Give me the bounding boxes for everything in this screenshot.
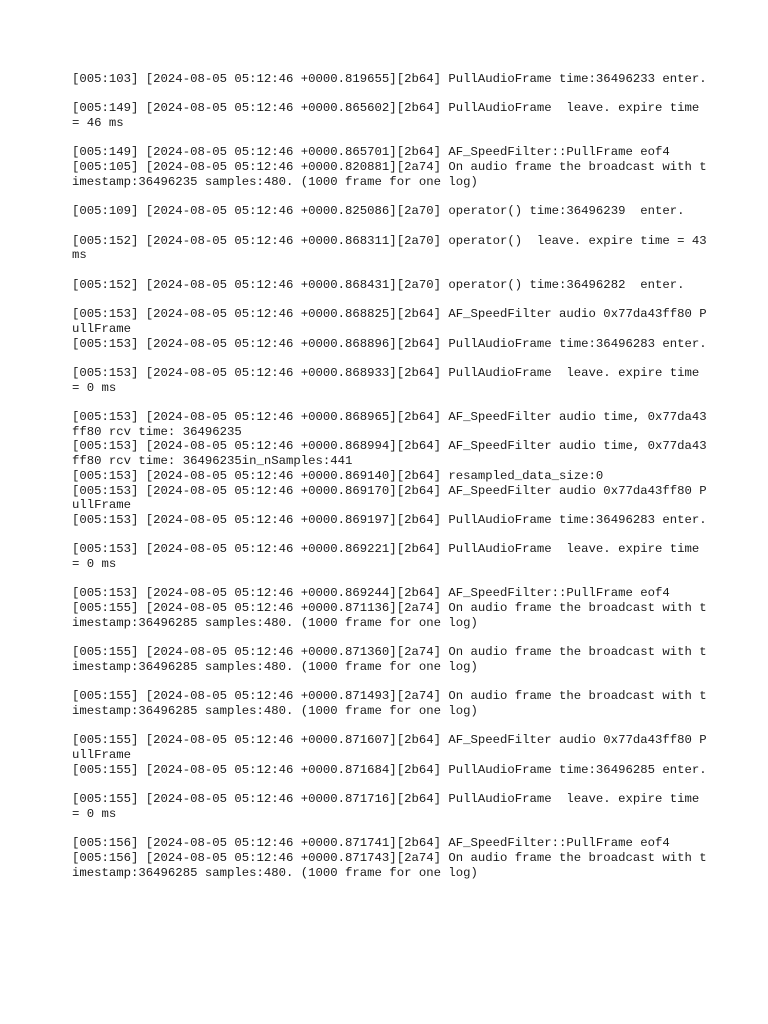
log-block [72, 278, 712, 293]
log-block [72, 586, 712, 630]
log-line: [005:156] [2024-08-05 05:12:46 +0000.871743][2a74] On audio frame the broadcast with timestamp:36496285 samples:480. (1000 frame for one log) [72, 851, 707, 880]
log-line: [005:155] [2024-08-05 05:12:46 +0000.871493][2a74] On audio frame the broadcast with timestamp:36496285 samples:480. (1000 frame for one log) [72, 689, 707, 719]
log-line: [005:103] [2024-08-05 05:12:46 +0000.819655][2b64] PullAudioFrame time:36496233 enter. [72, 72, 707, 86]
log-block [72, 145, 712, 189]
log-line: [005:155] [2024-08-05 05:12:46 +0000.871716][2b64] PullAudioFrame leave. expire time = 0 ms [72, 792, 707, 821]
log-block [72, 689, 712, 718]
log-line: [005:153] [2024-08-05 05:12:46 +0000.868994][2b64] AF_SpeedFilter audio time, 0x77da43ff80 rcv time: 36496235in_nSamples:441 [72, 439, 707, 469]
log-line: [005:155] [2024-08-05 05:12:46 +0000.871136][2a74] On audio frame the broadcast with timestamp:36496285 samples:480. (1000 frame for one log) [72, 601, 707, 630]
log-line: [005:153] [2024-08-05 05:12:46 +0000.868896][2b64] PullAudioFrame time:36496283 enter. [72, 336, 707, 351]
log-line: [005:149] [2024-08-05 05:12:46 +0000.865701][2b64] AF_SpeedFilter::PullFrame eof4 [72, 145, 670, 160]
log-line: [005:153] [2024-08-05 05:12:46 +0000.869221][2b64] PullAudioFrame leave. expire time = 0 ms [72, 542, 707, 572]
log-line: [005:153] [2024-08-05 05:12:46 +0000.869170][2b64] AF_SpeedFilter audio 0x77da43ff80 PullFrame [72, 483, 707, 513]
log-block [72, 792, 712, 821]
log-line: [005:152] [2024-08-05 05:12:46 +0000.868311][2a70] operator() leave. expire time = 43 ms [72, 233, 715, 263]
log-line: [005:155] [2024-08-05 05:12:46 +0000.871684][2b64] PullAudioFrame time:36496285 enter. [72, 762, 707, 777]
log-block [72, 72, 712, 87]
log-line: [005:152] [2024-08-05 05:12:46 +0000.868431][2a70] operator() time:36496282 enter. [72, 277, 685, 292]
log-line: [005:153] [2024-08-05 05:12:46 +0000.868933][2b64] PullAudioFrame leave. expire time = 0 ms [72, 365, 707, 395]
log-block [72, 101, 712, 130]
log-line: [005:153] [2024-08-05 05:12:46 +0000.868825][2b64] AF_SpeedFilter audio 0x77da43ff80 PullFrame [72, 307, 707, 336]
log-line: [005:109] [2024-08-05 05:12:46 +0000.825086][2a70] operator() time:36496239 enter. [72, 204, 685, 219]
log-block [72, 204, 712, 219]
log-block [72, 233, 715, 263]
log-line: [005:149] [2024-08-05 05:12:46 +0000.865602][2b64] PullAudioFrame leave. expire time = 46 ms [72, 101, 707, 131]
log-line: [005:153] [2024-08-05 05:12:46 +0000.869197][2b64] PullAudioFrame time:36496283 enter. [72, 512, 707, 527]
log-document [72, 72, 715, 895]
log-block [72, 836, 712, 880]
log-block [72, 542, 712, 571]
log-line: [005:155] [2024-08-05 05:12:46 +0000.871607][2b64] AF_SpeedFilter audio 0x77da43ff80 PullFrame [72, 733, 707, 763]
log-line: [005:155] [2024-08-05 05:12:46 +0000.871360][2a74] On audio frame the broadcast with timestamp:36496285 samples:480. (1000 frame for one log) [72, 645, 707, 674]
log-line: [005:156] [2024-08-05 05:12:46 +0000.871741][2b64] AF_SpeedFilter::PullFrame eof4 [72, 836, 670, 851]
log-line: [005:153] [2024-08-05 05:12:46 +0000.869244][2b64] AF_SpeedFilter::PullFrame eof4 [72, 586, 670, 601]
log-line: [005:153] [2024-08-05 05:12:46 +0000.869140][2b64] resampled_data_size:0 [72, 468, 604, 483]
log-block [72, 366, 712, 395]
log-block [72, 733, 712, 777]
log-line: [005:153] [2024-08-05 05:12:46 +0000.868965][2b64] AF_SpeedFilter audio time, 0x77da43ff80 rcv time: 36496235 [72, 410, 707, 439]
log-block [72, 307, 712, 351]
log-block [72, 645, 712, 674]
log-line: [005:105] [2024-08-05 05:12:46 +0000.820881][2a74] On audio frame the broadcast with timestamp:36496235 samples:480. (1000 frame for one log) [72, 160, 707, 189]
log-block [72, 410, 712, 528]
